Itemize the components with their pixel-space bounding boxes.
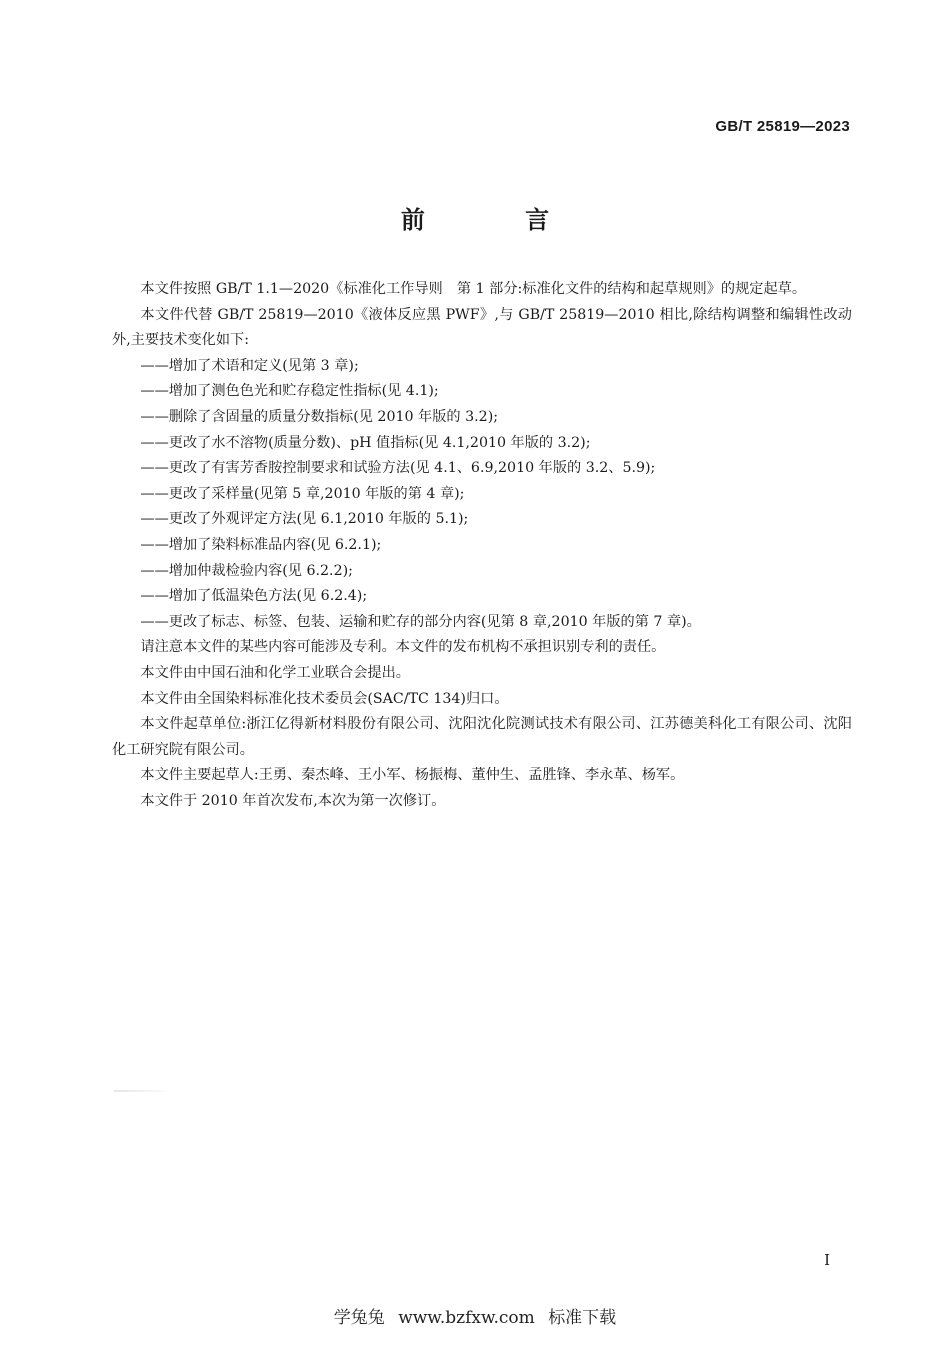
paragraph-drafters: 本文件主要起草人:王勇、秦杰峰、王小军、杨振梅、董仲生、孟胜锋、李永革、杨军。 — [140, 767, 685, 784]
change-item: ——更改了采样量(见第 5 章,2010 年版的第 4 章); — [140, 485, 465, 502]
watermark-url[interactable]: www.bzfxw.com — [398, 1308, 535, 1328]
change-item: ——更改了水不溶物(质量分数)、pH 值指标(见 4.1,2010 年版的 3.2); — [140, 434, 591, 451]
change-item: ——增加仲裁检验内容(见 6.2.2); — [140, 562, 353, 579]
paragraph-drafting-units: 本文件起草单位:浙江亿得新材料股份有限公司、沈阳沈化院测试技术有限公司、江苏德美科化工有限公司、沈阳化工研究院有限公司。 — [112, 716, 852, 758]
page-number: I — [824, 1251, 830, 1269]
change-item: ——增加了测色色光和贮存稳定性指标(见 4.1); — [140, 383, 439, 400]
change-item: ——删除了含固量的质量分数指标(见 2010 年版的 3.2); — [140, 408, 499, 425]
paragraph-committee: 本文件由全国染料标准化技术委员会(SAC/TC 134)归口。 — [140, 690, 509, 707]
paragraph-replacement: 本文件代替 GB/T 25819—2010《液体反应黑 PWF》,与 GB/T 25819—2010 相比,除结构调整和编辑性改动外,主要技术变化如下: — [112, 306, 852, 349]
watermark-site-name: 学兔兔 — [333, 1308, 385, 1328]
change-item: ——更改了有害芳香胺控制要求和试验方法(见 4.1、6.9,2010 年版的 3.2、5.9); — [140, 460, 656, 477]
change-item: ——增加了低温染色方法(见 6.2.4); — [140, 588, 368, 605]
watermark-slogan: 标准下载 — [548, 1308, 617, 1328]
paragraph-patent-notice: 请注意本文件的某些内容可能涉及专利。本文件的发布机构不承担识别专利的责任。 — [140, 639, 666, 656]
paragraph-drafting-rules: 本文件按照 GB/T 1.1—2020《标准化工作导则 第 1 部分:标准化文件的结构和起草规则》的规定起草。 — [140, 281, 807, 297]
paragraph-publication-history: 本文件于 2010 年首次发布,本次为第一次修订。 — [140, 792, 446, 809]
scan-smudge — [114, 1090, 174, 1092]
download-watermark — [0, 1303, 950, 1328]
paragraph-proposer: 本文件由中国石油和化学工业联合会提出。 — [140, 664, 410, 681]
change-item: ——增加了术语和定义(见第 3 章); — [140, 357, 359, 374]
change-item: ——更改了外观评定方法(见 6.1,2010 年版的 5.1); — [140, 511, 469, 528]
foreword-body — [112, 277, 852, 814]
change-item: ——增加了染料标准品内容(见 6.2.1); — [140, 536, 382, 553]
standard-code: GB/T 25819—2023 — [715, 118, 850, 135]
change-item: ——更改了标志、标签、包装、运输和贮存的部分内容(见第 8 章,2010 年版的第 7 章)。 — [140, 613, 701, 630]
page-title: 前 言 — [400, 206, 596, 234]
